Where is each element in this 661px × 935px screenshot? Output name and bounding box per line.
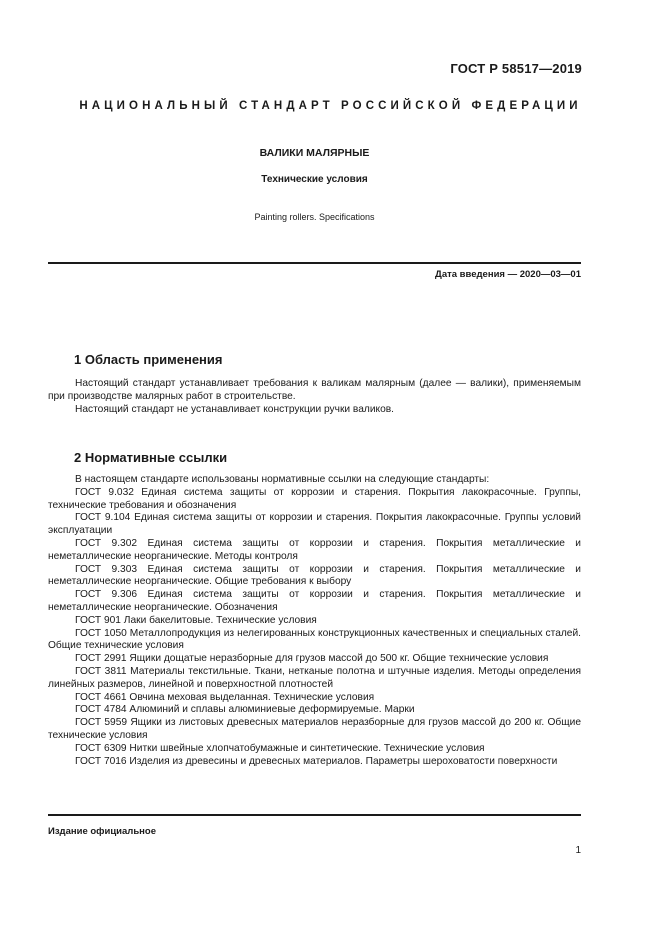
- reference-item: ГОСТ 9.302 Единая система защиты от коррозии и старения. Покрытия металлические и неметаллические неорганические. Методы контроля: [48, 537, 581, 562]
- reference-item: ГОСТ 5959 Ящики из листовых древесных материалов неразборные для грузов массой до 200 кг. Общие технические условия: [48, 717, 581, 741]
- paragraph: Настоящий стандарт не устанавливает конструкции ручки валиков.: [75, 403, 395, 415]
- section-body-normative-references: [48, 474, 581, 768]
- reference-item: ГОСТ 6309 Нитки швейные хлопчатобумажные и синтетические. Технические условия: [75, 742, 485, 754]
- reference-item: ГОСТ 7016 Изделия из древесины и древесных материалов. Параметры шероховатости поверхности: [75, 755, 558, 767]
- paragraph: В настоящем стандарте использованы нормативные ссылки на следующие стандарты:: [75, 474, 490, 485]
- reference-item: ГОСТ 2991 Ящики дощатые неразборные для грузов массой до 500 кг. Общие технические условия: [75, 653, 549, 665]
- section-heading-scope: 1 Область применения: [74, 352, 223, 367]
- reference-item: ГОСТ 4661 Овчина меховая выделанная. Технические условия: [75, 691, 375, 703]
- reference-item: ГОСТ 3811 Материалы текстильные. Ткани, нетканые полотна и штучные изделия. Методы определения линейных размеров, линейной и поверхностной плотностей: [48, 665, 581, 690]
- english-title: Painting rollers. Specifications: [254, 212, 375, 222]
- official-edition-label: Издание официальное: [48, 826, 156, 837]
- reference-item: ГОСТ 9.104 Единая система защиты от коррозии и старения. Покрытия лакокрасочные. Группы условий эксплуатации: [48, 512, 581, 537]
- reference-item: ГОСТ 9.303 Единая система защиты от коррозии и старения. Покрытия металлические и неметаллические неорганические. Общие требования к выбору: [48, 563, 581, 588]
- introduction-date: Дата введения — 2020—03—01: [435, 269, 581, 280]
- section-body-scope: [48, 378, 581, 416]
- reference-item: ГОСТ 901 Лаки бакелитовые. Технические условия: [75, 614, 317, 626]
- footer-divider: [48, 814, 581, 816]
- paragraph: Настоящий стандарт устанавливает требования к валикам малярным (далее — валики), применяемым при производстве малярных работ в строительстве.: [48, 378, 581, 402]
- page-number: 1: [575, 845, 581, 856]
- reference-item: ГОСТ 1050 Металлопродукция из нелегированных конструкционных качественных и специальных сталей. Общие технические условия: [48, 627, 581, 652]
- reference-item: ГОСТ 4784 Алюминий и сплавы алюминиевые деформируемые. Марки: [75, 704, 415, 716]
- document-subtitle: Технические условия: [261, 174, 368, 185]
- document-title: ВАЛИКИ МАЛЯРНЫЕ: [259, 147, 370, 159]
- national-standard-heading: НАЦИОНАЛЬНЫЙ СТАНДАРТ РОССИЙСКОЙ ФЕДЕРАЦИИ: [79, 100, 582, 112]
- header-divider: [48, 262, 581, 264]
- reference-item: ГОСТ 9.306 Единая система защиты от коррозии и старения. Покрытия металлические и неметаллические неорганические. Обозначения: [48, 589, 581, 613]
- reference-item: ГОСТ 9.032 Единая система защиты от коррозии и старения. Покрытия лакокрасочные. Группы, технические требования и обозначения: [48, 486, 581, 511]
- doc-number: ГОСТ Р 58517—2019: [450, 61, 582, 76]
- section-heading-normative-references: 2 Нормативные ссылки: [74, 450, 228, 465]
